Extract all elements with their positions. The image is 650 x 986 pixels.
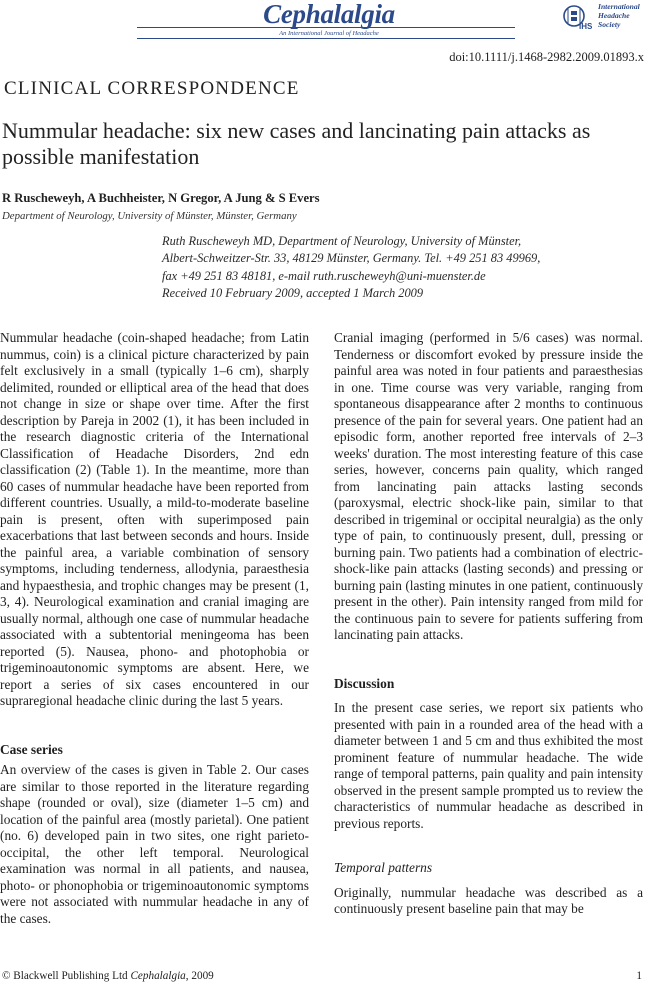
case-series-continued: Cranial imaging (performed in 5/6 cases) was normal. Tenderness or discomfort evoked by pressure inside the painful area was noted in four patients and paraesthesias in one. Time course was very variable, ranging from spontaneous disappearance after 2 months to continuous presence of the pain for several years. One patient had an episodic form, another reported free intervals of 2–3 weeks' duration. The most interesting feature of this case series, however, concerns pain quality, which ranged from lancinating pain attacks lasting seconds (paroxysmal, electric shock-like pain, similar to that described in trigeminal or occipital neuralgia) as the only type of pain, to continuously present, dull, pressing or burning pain. Two patients had a combination of electric-shock-like pain attacks (lasting seconds) and pressing or burning pain (lasting minutes in one patient, continuously present in the other). Pain intensity ranged from mild for the continuous pain to severe for patients suffering from lancinating pain attacks. [334, 330, 643, 642]
society-name-line: Society [598, 20, 621, 29]
copyright-text: © Blackwell Publishing Ltd [2, 970, 128, 982]
article-title: Nummular headache: six new cases and lancinating pain attacks as possible manifestation [2, 118, 591, 169]
footer-year: 2009 [191, 970, 214, 982]
case-series-paragraph: An overview of the cases is given in Table 2. Our cases are similar to those reported in the literature regarding shape (rounded or oval), size (diameter 1–5 cm) and location of the painful area (mostly parietal). One patient (no. 6) developed pain in two sites, one right parieto-occipital, the other left temporal. Neurological examination was normal in all patients, and nausea, photo- or phonophobia or trigeminoautonomic symptoms were not associated with nummular headache in any of the cases. [0, 762, 309, 926]
society-name [598, 2, 650, 29]
journal-title[interactable]: Cephalalgia [263, 0, 395, 29]
doi-link[interactable]: doi:10.1111/j.1468-2982.2009.01893.x [449, 50, 644, 64]
ihs-logo-text: IHS [579, 22, 593, 31]
ihs-logo-icon [562, 2, 596, 32]
masthead-rule-bottom [137, 38, 515, 39]
temporal-patterns-heading: Temporal patterns [334, 860, 433, 875]
society-name-line: Headache [598, 11, 630, 20]
journal-subtitle: An International Journal of Headache [279, 30, 379, 37]
section-heading: CLINICAL CORRESPONDENCE [4, 78, 300, 99]
correspondence-line: fax +49 251 83 48181, e-mail ruth.ruscheweyh@uni-muenster.de [162, 268, 486, 283]
correspondence-line: Ruth Ruscheweyh MD, Department of Neurology, University of Münster, [162, 234, 522, 248]
affiliation: Department of Neurology, University of Münster, Münster, Germany [2, 210, 297, 222]
society-name-line: International [598, 2, 640, 11]
footer-journal: Cephalalgia [130, 970, 186, 982]
footer-copyright: © Blackwell Publishing Ltd Cephalalgia, 2009 [2, 970, 214, 982]
temporal-patterns-paragraph: Originally, nummular headache was described as a continuously present baseline pain that may be [334, 884, 643, 916]
discussion-heading: Discussion [334, 675, 395, 691]
discussion-paragraph: In the present case series, we report six patients who presented with pain in a rounded area of the head with a diameter between 1 and 5 cm and thus exhibited the most prominent feature of nummular headache. The wide range of temporal patterns, pain quality and pain intensity observed in the present sample prompted us to review the characteristics of nummular headache as described in previous reports. [334, 700, 643, 831]
correspondence-block [162, 233, 642, 302]
page-number: 1 [636, 970, 642, 982]
correspondence-line: Received 10 February 2009, accepted 1 March 2009 [162, 285, 424, 300]
intro-paragraph: Nummular headache (coin-shaped headache; from Latin nummus, coin) is a clinical picture characterized by pain felt exclusively in a small (typically 1–6 cm), sharply delimited, rounded or elliptical area of the head that does not change in size or shape over time. After the first description by Pareja in 2002 (1), it has been included in the research diagnostic criteria of the International Classification of Headache Disorders, 2nd edn classification (2) (Table 1). In the meantime, more than 60 cases of nummular headache have been reported from different countries. Usually, a mild-to-moderate baseline pain is present, often with superimposed pain exacerbations that last between seconds and hours. Inside the painful area, a variable combination of sensory symptoms, including tenderness, allodynia, paraesthesia and hypaesthesia, and trophic changes may be present (1, 3, 4). Neurological examination and cranial imaging are usually normal, although one case of nummular headache associated with a subtentorial meningeoma has been reported (5). Nausea, phono- and photophobia or trigeminoautonomic symptoms are absent. Here, we report a series of six cases encountered in our supraregional headache clinic during the last 5 years. [0, 330, 309, 708]
body-column-left [0, 330, 309, 927]
case-series-heading: Case series [0, 741, 63, 757]
author-list: R Ruscheweyh, A Buchheister, N Gregor, A Jung & S Evers [2, 191, 320, 205]
correspondence-line: Albert-Schweitzer-Str. 33, 48129 Münster, Germany. Tel. +49 251 83 49969, [162, 251, 541, 266]
body-column-right [334, 330, 643, 918]
